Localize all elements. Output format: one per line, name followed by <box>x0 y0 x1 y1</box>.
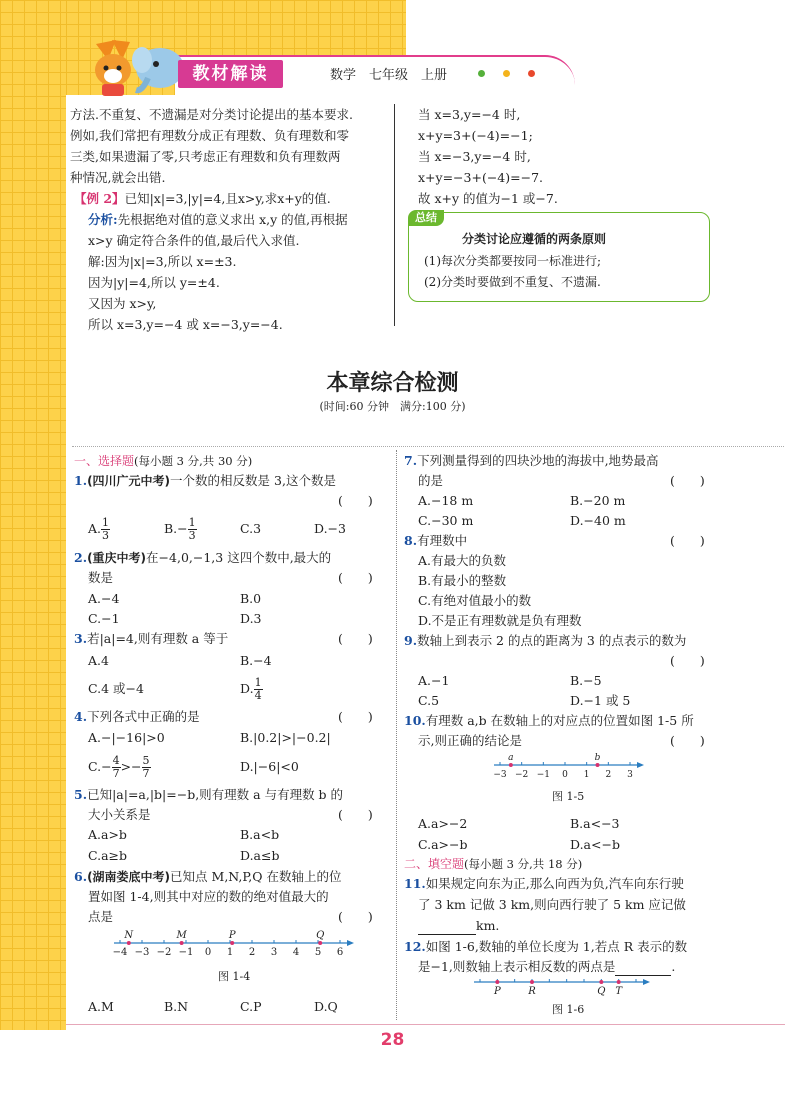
question-text: 如果规定向东为正,那么向西为负,汽车向东行驶 <box>425 876 684 891</box>
figure-caption: 图 1-6 <box>552 1003 585 1016</box>
question-source: (湖南娄底中考) <box>87 870 171 884</box>
point-label: Q <box>316 930 325 941</box>
page-number: 28 <box>380 1030 405 1050</box>
option-c: C.4 或−4 <box>88 681 144 696</box>
option-c: C.−1 <box>88 611 120 626</box>
book-info: 数学 七年级 上册 <box>330 68 448 83</box>
option-a: A.a>b <box>88 827 127 842</box>
fraction-denominator: 3 <box>188 529 196 542</box>
option-c: C.a≥b <box>88 848 128 863</box>
axis-tick-label: −3 <box>493 770 507 780</box>
answer-paren: ( ) <box>338 570 373 585</box>
answer-paren: ( ) <box>338 493 373 508</box>
axis-point <box>596 763 600 767</box>
fraction-numerator: 1 <box>188 516 196 529</box>
option-d: D.−3 <box>314 521 346 536</box>
option-c: C.3 <box>240 521 262 536</box>
option-b: B.−5 <box>570 673 602 688</box>
axis-point <box>230 941 234 945</box>
option-c: C.有绝对值最小的数 <box>418 593 532 608</box>
question-text: 置如图 1-4,则其中对应的数的绝对值最大的 <box>88 889 329 904</box>
axis-tick-label: 2 <box>248 947 256 958</box>
axis-tick-label: −4 <box>112 947 128 958</box>
point-label: P <box>493 986 501 997</box>
figure-caption: 图 1-4 <box>218 970 251 983</box>
option-c: C.a>−b <box>418 837 468 852</box>
option-a: A. <box>88 521 102 536</box>
axis-tick-label: 1 <box>583 770 590 780</box>
period: . <box>671 959 676 974</box>
fraction-numerator: 5 <box>142 754 150 767</box>
option-d: D.−1 或 5 <box>570 693 631 708</box>
text-line: 种情况,就会出错. <box>70 170 166 185</box>
question-text: 已知|a|=a,|b|=−b,则有理数 a 与有理数 b 的 <box>87 787 344 802</box>
column-divider <box>396 450 397 1020</box>
axis-arrow-icon <box>643 979 650 985</box>
fraction-numerator: 4 <box>112 754 120 767</box>
axis-tick-label: −2 <box>515 770 529 780</box>
solution-line: 当 x=3,y=−4 时, <box>418 107 521 122</box>
axis-tick-label: −1 <box>536 770 550 780</box>
number-line-figure-1-5 <box>488 752 648 782</box>
question-text: km. <box>476 918 500 933</box>
chapter-title: 本章综合检测 <box>326 371 459 396</box>
solution-line: 故 x+y 的值为−1 或−7. <box>418 191 558 206</box>
question-text: 数轴上到表示 2 的点的距离为 3 的点表示的数为 <box>417 633 687 648</box>
page-footer-line <box>66 1024 785 1025</box>
axis-tick-label: 3 <box>270 947 278 958</box>
option-a: A.−|−16|>0 <box>88 730 165 745</box>
axis-point <box>509 763 513 767</box>
option-c: C.5 <box>418 693 440 708</box>
option-a: A.−1 <box>418 673 450 688</box>
question-number: 1. <box>74 473 88 488</box>
point-label: R <box>528 986 536 997</box>
option-a: A.−18 m <box>418 493 474 508</box>
point-label: b <box>594 753 601 763</box>
summary-tag: 总结 <box>408 210 444 226</box>
number-line-figure-1-4 <box>100 928 365 962</box>
answer-paren: ( ) <box>338 709 373 724</box>
solution-line: 当 x=−3,y=−4 时, <box>418 149 531 164</box>
answer-paren: ( ) <box>670 533 705 548</box>
question-text: 有理数 a,b 在数轴上的对应点的位置如图 1-5 所 <box>425 713 694 728</box>
question-text: 的是 <box>418 473 444 488</box>
fraction-numerator: 1 <box>102 516 110 529</box>
green-dot-icon <box>478 70 485 77</box>
question-text: 有理数中 <box>417 533 468 548</box>
number-line-figure-1-6 <box>468 976 658 1000</box>
option-c: C.− <box>88 759 112 774</box>
axis-tick-label: 5 <box>314 947 322 958</box>
example-text: 已知|x|=3,|y|=4,且x>y,求x+y的值. <box>124 191 331 206</box>
axis-point <box>318 941 322 945</box>
red-dot-icon <box>528 70 535 77</box>
point-label: P <box>228 930 236 941</box>
axis-point <box>495 980 499 984</box>
yellow-grid-margin <box>0 0 66 1030</box>
question-text: 下列各式中正确的是 <box>87 709 200 724</box>
question-number: 5. <box>74 787 88 802</box>
question-text: 已知点 M,N,P,Q 在数轴上的位 <box>170 869 342 884</box>
option-b: B.N <box>164 999 189 1014</box>
question-number: 8. <box>404 533 418 548</box>
fraction-denominator: 3 <box>102 529 110 542</box>
option-b: B.−4 <box>240 653 272 668</box>
analysis-text: 先根据绝对值的意义求出 x,y 的值,再根据 <box>117 212 348 227</box>
point-label: Q <box>597 986 606 997</box>
point-label: a <box>508 753 514 763</box>
option-b: B.− <box>164 521 188 536</box>
axis-arrow-icon <box>347 940 354 946</box>
solution-line: x+y=3+(−4)=−1; <box>418 128 533 143</box>
example-label: 【例 2】 <box>74 191 125 206</box>
option-d: D.3 <box>240 611 262 626</box>
option-d: D.Q <box>314 999 338 1014</box>
question-number: 9. <box>404 633 418 648</box>
axis-tick-label: 3 <box>627 770 633 780</box>
solution-line: 解:因为|x|=3,所以 x=±3. <box>88 254 237 269</box>
answer-blank[interactable] <box>615 962 671 976</box>
question-source: (四川广元中考) <box>87 474 171 488</box>
fraction-denominator: 7 <box>112 767 120 780</box>
axis-tick-label: 6 <box>336 947 344 958</box>
text-line: 三类,如果遗漏了零,只考虑正有理数和负有理数两 <box>70 149 341 164</box>
axis-tick-label: 2 <box>605 770 612 780</box>
summary-item: (1)每次分类都要按同一标准进行; <box>424 254 602 268</box>
mascot-illustration <box>88 30 188 100</box>
solution-line: 所以 x=3,y=−4 或 x=−3,y=−4. <box>88 317 283 332</box>
question-text: 如图 1-6,数轴的单位长度为 1,若点 R 表示的数 <box>425 939 688 954</box>
axis-tick-label: 4 <box>292 947 300 958</box>
analysis-label: 分析: <box>88 212 118 227</box>
question-text: 一个数的相反数是 3,这个数是 <box>170 473 336 488</box>
axis-arrow-icon <box>637 762 644 768</box>
summary-title: 分类讨论应遵循的两条原则 <box>462 232 607 246</box>
yellow-dot-icon <box>503 70 510 77</box>
text-line: 例如,我们常把有理数分成正有理数、负有理数和零 <box>70 128 349 143</box>
axis-tick-label: 1 <box>226 947 234 958</box>
option-b: B.|0.2|>|−0.2| <box>240 730 331 745</box>
axis-point <box>599 980 603 984</box>
axis-tick-label: −1 <box>178 947 194 958</box>
option-b: B.0 <box>240 591 262 606</box>
option-b: B.a<b <box>240 827 280 842</box>
option-d: D.−40 m <box>570 513 626 528</box>
question-text: 下列测量得到的四块沙地的海拔中,地势最高 <box>417 453 659 468</box>
question-number: 11. <box>404 876 426 891</box>
option-b: B.a<−3 <box>570 816 620 831</box>
option-d: D.不是正有理数就是负有理数 <box>418 613 582 628</box>
question-text: 在−4,0,−1,3 这四个数中,最大的 <box>146 550 332 565</box>
point-label: N <box>124 930 134 941</box>
axis-tick-label: 0 <box>562 770 568 780</box>
question-source: (重庆中考) <box>87 551 147 565</box>
question-text: 了 3 km 记做 3 km,则向西行驶了 5 km 应记做 <box>418 897 686 912</box>
question-text: 是−1,则数轴上表示相反数的两点是 <box>418 959 616 974</box>
section-tag: 教材解读 <box>178 60 283 88</box>
section-note: (每小题 3 分,共 30 分) <box>134 454 253 468</box>
fraction-numerator: 1 <box>254 676 262 689</box>
question-number: 2. <box>74 550 88 565</box>
solution-line: 又因为 x>y, <box>88 296 157 311</box>
axis-tick-label: −3 <box>134 947 150 958</box>
column-divider <box>394 104 395 326</box>
axis-point <box>180 941 184 945</box>
answer-paren: ( ) <box>670 473 705 488</box>
text-line: 方法.不重复、不遗漏是对分类讨论提出的基本要求. <box>70 107 353 122</box>
axis-tick-label: −2 <box>156 947 172 958</box>
answer-paren: ( ) <box>670 733 705 748</box>
option-a: A.有最大的负数 <box>418 553 507 568</box>
question-text: 若|a|=4,则有理数 a 等于 <box>87 631 229 646</box>
question-number: 3. <box>74 631 88 646</box>
axis-point <box>127 941 131 945</box>
question-number: 12. <box>404 939 426 954</box>
solution-line: x+y=−3+(−4)=−7. <box>418 170 544 185</box>
question-text: 数是 <box>88 570 114 585</box>
axis-point <box>617 980 621 984</box>
fraction-denominator: 4 <box>254 689 262 702</box>
section-label: 一、选择题 <box>74 454 135 468</box>
question-text: 示,则正确的结论是 <box>418 733 522 748</box>
option-c: C.−30 m <box>418 513 474 528</box>
option-c-compare: >− <box>120 759 142 774</box>
answer-paren: ( ) <box>338 909 373 924</box>
question-text: 点是 <box>88 909 114 924</box>
section-label: 二、填空题 <box>404 857 465 871</box>
question-number: 6. <box>74 869 88 884</box>
option-d: D.a≤b <box>240 848 280 863</box>
option-a: A.4 <box>88 653 109 668</box>
option-c: C.P <box>240 999 262 1014</box>
fraction-denominator: 7 <box>142 767 150 780</box>
answer-paren: ( ) <box>670 653 705 668</box>
analysis-text: x>y 确定符合条件的值,最后代入求值. <box>88 233 300 248</box>
option-b: B.有最小的整数 <box>418 573 507 588</box>
option-a: A.−4 <box>88 591 120 606</box>
answer-blank[interactable] <box>418 921 476 935</box>
option-a: A.a>−2 <box>418 816 468 831</box>
question-text: 大小关系是 <box>88 807 151 822</box>
section-note: (每小题 3 分,共 18 分) <box>464 857 583 871</box>
axis-point <box>530 980 534 984</box>
figure-caption: 图 1-5 <box>552 790 585 803</box>
axis-tick-label: 0 <box>204 947 212 958</box>
chapter-subtitle: (时间:60 分钟 满分:100 分) <box>319 400 466 413</box>
answer-paren: ( ) <box>338 807 373 822</box>
answer-paren: ( ) <box>338 631 373 646</box>
solution-line: 因为|y|=4,所以 y=±4. <box>88 275 220 290</box>
option-b: B.−20 m <box>570 493 626 508</box>
point-label: M <box>176 930 187 941</box>
summary-item: (2)分类时要做到不重复、不遗漏. <box>424 275 601 289</box>
dotted-divider <box>72 446 784 447</box>
option-d: D.a<−b <box>570 837 620 852</box>
point-label: T <box>615 986 623 997</box>
question-number: 4. <box>74 709 88 724</box>
option-d: D.|−6|<0 <box>240 759 299 774</box>
question-number: 10. <box>404 713 426 728</box>
option-d: D. <box>240 681 254 696</box>
option-a: A.M <box>88 999 114 1014</box>
question-number: 7. <box>404 453 418 468</box>
